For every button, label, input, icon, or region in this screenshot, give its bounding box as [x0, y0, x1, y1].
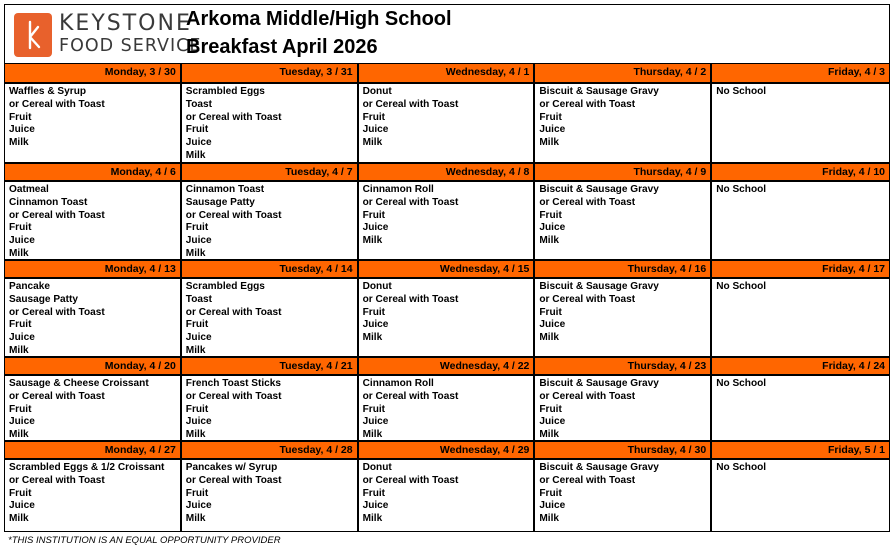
- day-header: Monday, 4 / 6: [5, 162, 182, 180]
- menu-item: Milk: [9, 513, 29, 525]
- day-menu-cell: [5, 180, 182, 259]
- day-menu-cell: [535, 374, 712, 440]
- menu-item: Juice: [539, 500, 566, 512]
- logo-line2: FOOD SERVICE: [59, 36, 202, 56]
- menu-item: Fruit: [185, 319, 209, 331]
- menu-item: Fruit: [185, 403, 209, 415]
- menu-item: Oatmeal: [9, 184, 49, 195]
- menu-item: Juice: [362, 500, 389, 512]
- menu-item: Biscuit & Sausage Gravy: [539, 281, 659, 292]
- day-header: Friday, 4 / 3: [712, 64, 889, 82]
- menu-item: Milk: [9, 344, 29, 356]
- menu-item: Fruit: [9, 319, 32, 331]
- menu-item: Fruit: [539, 306, 562, 318]
- menu-item: Scrambled Eggs: [185, 281, 265, 292]
- menu-item: Fruit: [9, 487, 32, 499]
- menu-item: Juice: [9, 416, 35, 428]
- menu-item: or Cereal with Toast: [539, 98, 636, 110]
- menu-item: Fruit: [185, 487, 209, 499]
- day-header: Wednesday, 4 / 15: [359, 259, 536, 277]
- menu-item: Juice: [9, 500, 35, 512]
- menu-item: Juice: [539, 222, 566, 234]
- day-menu-cell: [712, 374, 889, 440]
- day-menu-cell: [712, 180, 889, 259]
- day-header: Monday, 4 / 20: [5, 356, 182, 374]
- menu-item: Sausage Patty: [9, 293, 79, 305]
- menu-item: Fruit: [362, 403, 386, 415]
- menu-item: Toast: [185, 293, 212, 305]
- menu-item: or Cereal with Toast: [185, 474, 282, 486]
- day-header: Tuesday, 4 / 7: [182, 162, 359, 180]
- day-menu-cell: [359, 374, 536, 440]
- menu-item: Juice: [539, 416, 566, 428]
- menu-item: or Cereal with Toast: [539, 196, 636, 208]
- menu-item: Milk: [539, 429, 560, 440]
- day-header: Friday, 4 / 17: [712, 259, 889, 277]
- menu-item: Juice: [362, 319, 389, 331]
- menu-item: Sausage Patty: [185, 196, 255, 208]
- day-menu-cell: [359, 277, 536, 356]
- day-header: Friday, 5 / 1: [712, 440, 889, 458]
- day-header: Thursday, 4 / 2: [535, 64, 712, 82]
- day-menu-cell: [5, 374, 182, 440]
- menu-item: Fruit: [539, 487, 562, 499]
- day-header: Tuesday, 3 / 31: [182, 64, 359, 82]
- menu-item: Milk: [185, 513, 206, 525]
- menu-item: Juice: [362, 416, 389, 428]
- menu-item: Fruit: [539, 209, 562, 221]
- day-header: Monday, 4 / 27: [5, 440, 182, 458]
- menu-item: Juice: [185, 416, 212, 428]
- menu-item: or Cereal with Toast: [362, 293, 459, 305]
- day-header: Monday, 4 / 13: [5, 259, 182, 277]
- day-menu-cell: [535, 82, 712, 162]
- day-menu-cell: [712, 277, 889, 356]
- menu-item: or Cereal with Toast: [362, 390, 459, 402]
- school-name: Arkoma Middle/High School: [186, 8, 452, 30]
- menu-item: Biscuit & Sausage Gravy: [539, 86, 659, 97]
- menu-item: Fruit: [185, 124, 209, 136]
- day-menu-cell: [535, 458, 712, 531]
- menu-item: Juice: [362, 124, 389, 136]
- day-menu-cell: [359, 458, 536, 531]
- menu-item: Juice: [362, 222, 389, 234]
- menu-item: or Cereal with Toast: [362, 196, 459, 208]
- menu-item: No School: [716, 281, 767, 292]
- menu-item: Milk: [539, 332, 560, 344]
- menu-item: No School: [716, 184, 767, 195]
- day-menu-cell: [182, 458, 359, 531]
- day-menu-cell: [712, 458, 889, 531]
- menu-item: Milk: [185, 247, 206, 259]
- day-menu-cell: [535, 277, 712, 356]
- menu-item: or Cereal with Toast: [185, 390, 282, 402]
- menu-item: Fruit: [9, 111, 32, 123]
- day-header: Wednesday, 4 / 29: [359, 440, 536, 458]
- day-menu-cell: [712, 82, 889, 162]
- day-header: Wednesday, 4 / 22: [359, 356, 536, 374]
- menu-item: Waffles & Syrup: [9, 86, 87, 97]
- menu-item: Milk: [539, 513, 560, 525]
- menu-item: Milk: [9, 137, 29, 149]
- footer-note: *THIS INSTITUTION IS AN EQUAL OPPORTUNITY PROVIDER: [8, 535, 281, 546]
- menu-calendar-grid: [4, 63, 890, 532]
- menu-item: Cinnamon Toast: [9, 196, 88, 208]
- menu-item: Juice: [185, 137, 212, 149]
- menu-item: or Cereal with Toast: [185, 306, 282, 318]
- menu-item: Donut: [362, 86, 392, 97]
- menu-item: Cinnamon Roll: [362, 184, 434, 195]
- menu-item: Juice: [539, 124, 566, 136]
- menu-item: French Toast Sticks: [185, 378, 281, 389]
- menu-item: Scrambled Eggs & 1/2 Croissant: [9, 462, 165, 473]
- day-header: Tuesday, 4 / 14: [182, 259, 359, 277]
- menu-item: Milk: [185, 344, 206, 356]
- menu-item: or Cereal with Toast: [9, 474, 105, 486]
- menu-item: Fruit: [185, 222, 209, 234]
- menu-item: No School: [716, 86, 767, 97]
- menu-item: No School: [716, 462, 767, 473]
- day-menu-cell: [182, 374, 359, 440]
- menu-item: Juice: [9, 235, 35, 247]
- day-header: Friday, 4 / 24: [712, 356, 889, 374]
- menu-item: Pancakes w/ Syrup: [185, 462, 278, 473]
- menu-item: Fruit: [9, 222, 32, 234]
- menu-item: Fruit: [362, 209, 386, 221]
- menu-item: or Cereal with Toast: [539, 293, 636, 305]
- day-header: Friday, 4 / 10: [712, 162, 889, 180]
- day-header: Thursday, 4 / 16: [535, 259, 712, 277]
- day-header: Wednesday, 4 / 8: [359, 162, 536, 180]
- menu-item: Milk: [362, 513, 383, 525]
- menu-item: or Cereal with Toast: [9, 98, 105, 110]
- keystone-logo-icon: [14, 13, 52, 57]
- day-header: Tuesday, 4 / 21: [182, 356, 359, 374]
- day-header: Thursday, 4 / 23: [535, 356, 712, 374]
- menu-item: or Cereal with Toast: [539, 474, 636, 486]
- day-menu-cell: [5, 277, 182, 356]
- menu-item: or Cereal with Toast: [9, 390, 105, 402]
- menu-item: Toast: [185, 98, 212, 110]
- menu-item: or Cereal with Toast: [9, 306, 105, 318]
- k-logo-mark-icon: [14, 13, 52, 57]
- menu-item: or Cereal with Toast: [362, 98, 459, 110]
- menu-item: Fruit: [9, 403, 32, 415]
- menu-item: or Cereal with Toast: [9, 209, 105, 221]
- day-menu-cell: [182, 82, 359, 162]
- day-menu-cell: [359, 180, 536, 259]
- menu-item: Biscuit & Sausage Gravy: [539, 462, 659, 473]
- menu-item: Juice: [185, 235, 212, 247]
- menu-item: Juice: [9, 124, 35, 136]
- menu-item: Fruit: [539, 111, 562, 123]
- menu-item: Milk: [362, 235, 383, 247]
- menu-item: or Cereal with Toast: [185, 111, 282, 123]
- day-menu-cell: [5, 82, 182, 162]
- menu-item: Fruit: [362, 487, 386, 499]
- day-menu-cell: [182, 180, 359, 259]
- menu-item: Milk: [539, 137, 560, 149]
- menu-header: [4, 4, 890, 63]
- menu-item: Milk: [362, 332, 383, 344]
- menu-item: Milk: [185, 429, 206, 440]
- menu-item: Juice: [185, 500, 212, 512]
- menu-item: Donut: [362, 281, 392, 292]
- day-header: Tuesday, 4 / 28: [182, 440, 359, 458]
- menu-item: Biscuit & Sausage Gravy: [539, 184, 659, 195]
- menu-item: Scrambled Eggs: [185, 86, 265, 97]
- menu-item: Fruit: [362, 306, 386, 318]
- day-header: Thursday, 4 / 30: [535, 440, 712, 458]
- day-header: Monday, 3 / 30: [5, 64, 182, 82]
- menu-item: Donut: [362, 462, 392, 473]
- menu-item: Sausage & Cheese Croissant: [9, 378, 149, 389]
- day-header: Thursday, 4 / 9: [535, 162, 712, 180]
- day-menu-cell: [182, 277, 359, 356]
- menu-item: Cinnamon Roll: [362, 378, 434, 389]
- day-menu-cell: [535, 180, 712, 259]
- logo-line1: KEYSTONE: [59, 11, 192, 36]
- day-menu-cell: [5, 458, 182, 531]
- menu-item: Milk: [362, 137, 383, 149]
- menu-title: Breakfast April 2026: [186, 36, 378, 58]
- menu-item: Milk: [185, 149, 206, 161]
- menu-item: Fruit: [362, 111, 386, 123]
- menu-item: Juice: [185, 332, 212, 344]
- day-header: Wednesday, 4 / 1: [359, 64, 536, 82]
- menu-item: Milk: [9, 247, 29, 259]
- menu-item: Milk: [9, 429, 29, 440]
- menu-item: Milk: [362, 429, 383, 440]
- menu-item: Pancake: [9, 281, 50, 292]
- menu-item: Fruit: [539, 403, 562, 415]
- menu-item: No School: [716, 378, 767, 389]
- menu-item: Juice: [9, 332, 35, 344]
- menu-item: Milk: [539, 235, 560, 247]
- menu-item: Cinnamon Toast: [185, 184, 265, 195]
- menu-item: or Cereal with Toast: [539, 390, 636, 402]
- menu-item: or Cereal with Toast: [185, 209, 282, 221]
- menu-item: Juice: [539, 319, 566, 331]
- menu-item: Biscuit & Sausage Gravy: [539, 378, 659, 389]
- menu-item: or Cereal with Toast: [362, 474, 459, 486]
- day-menu-cell: [359, 82, 536, 162]
